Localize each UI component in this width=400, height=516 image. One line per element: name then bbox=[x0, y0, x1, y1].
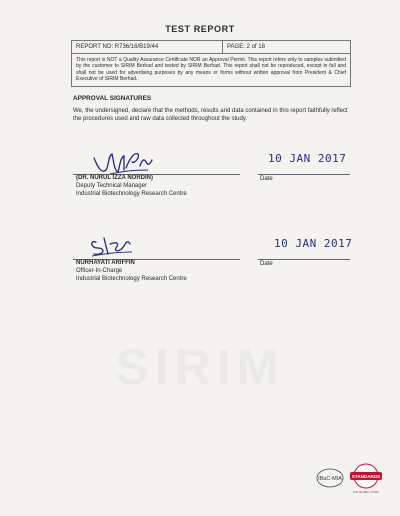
signatory-1-details bbox=[76, 175, 187, 198]
standards-logo-text: STANDARDS bbox=[351, 474, 381, 479]
date-line-2 bbox=[258, 259, 350, 260]
date-line-1 bbox=[258, 174, 350, 175]
accreditation-logo bbox=[316, 468, 344, 488]
date-label-1: Date bbox=[260, 176, 273, 182]
watermark-text: SIRIM bbox=[115, 339, 285, 395]
page-number-cell bbox=[223, 41, 269, 53]
section-title: APPROVAL SIGNATURES bbox=[73, 95, 152, 102]
report-number-cell bbox=[72, 41, 223, 53]
report-number-label: REPORT NO: bbox=[76, 44, 114, 50]
signatory-2-unit: Industrial Biotechnology Research Centre bbox=[76, 275, 187, 282]
standards-logo-subtext: MS ISO/IEC 17025 bbox=[353, 490, 379, 494]
sirim-watermark bbox=[0, 338, 400, 396]
report-number: R736/16/B19/44 bbox=[114, 44, 159, 50]
report-header-box bbox=[71, 40, 351, 87]
signatory-2-position: Officer-In-Charge bbox=[76, 267, 123, 274]
declaration-text: We, the undersigned, declare that the methods, results and data contained in this report faithfully reflect the procedures used and raw data collected throughout the study. bbox=[73, 108, 348, 122]
accreditation-logo-text: IBaC-MIA bbox=[318, 476, 342, 482]
signatory-2-name: NURHAYATI ARIFFIN bbox=[76, 260, 135, 266]
signatory-1-name: (DR. NURUL IZZA NORDIN) bbox=[76, 175, 153, 181]
signatory-1-position: Deputy Technical Manager bbox=[76, 182, 147, 189]
date-stamp-1: 10 JAN 2017 bbox=[268, 152, 347, 165]
report-header-row bbox=[72, 41, 350, 54]
page-label: PAGE: bbox=[227, 44, 245, 50]
signature-2 bbox=[86, 234, 136, 260]
disclaimer-note: This report is NOT a Quality Assurance Certificate NOR an Approval Permit. This report refers only to samples submitted by the customer to SIRIM Berhad and tested by SIRIM Berhad. This report shall not be reproduced, except in full and shall not be used for advertising purposes by any means or forms without written approval from President & Chief Executive of SIRIM Berhad. bbox=[76, 57, 346, 83]
signatory-2-details bbox=[76, 260, 187, 283]
date-stamp-2: 10 JAN 2017 bbox=[274, 237, 353, 250]
date-label-2: Date bbox=[260, 261, 273, 267]
standards-logo bbox=[346, 462, 386, 494]
page-title: TEST REPORT bbox=[165, 24, 235, 34]
page-number: 2 of 18 bbox=[246, 44, 265, 50]
signatory-1-unit: Industrial Biotechnology Research Centre bbox=[76, 190, 187, 197]
